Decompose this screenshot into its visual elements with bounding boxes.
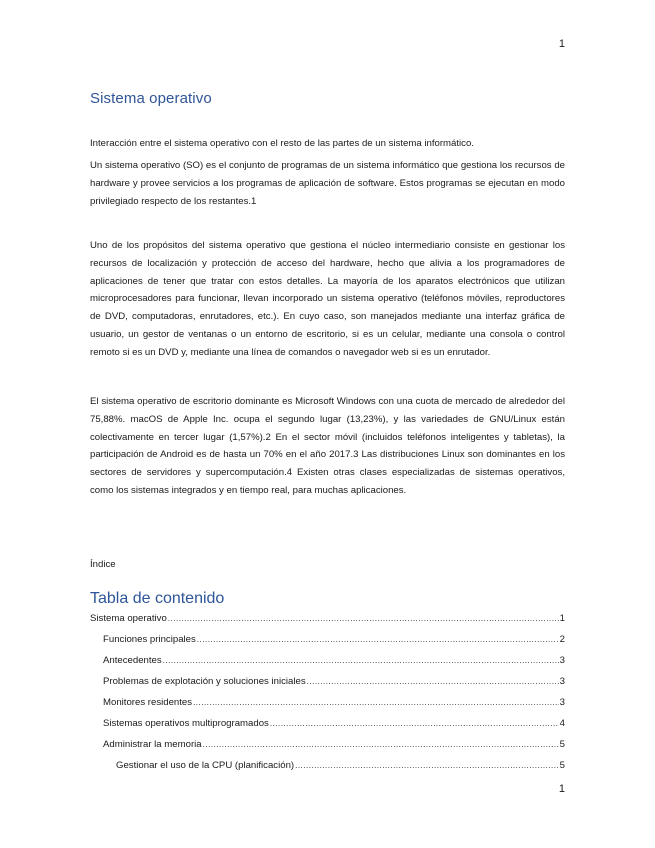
- toc-leader-dots: [270, 716, 559, 732]
- toc-entry-label: Administrar la memoria: [103, 737, 203, 753]
- toc-entry-page: 3: [559, 655, 565, 666]
- toc-leader-dots: [307, 674, 559, 690]
- toc-entry-administrar-memoria[interactable]: [90, 737, 565, 753]
- paragraph-market-share: El sistema operativo de escritorio dominante es Microsoft Windows con una cuota de mercado de alrededor del 75,88%. macOS de Apple Inc. ocupa el segundo lugar (13,23%), y las variedades de GNU/Linux están colectivamente en tercer lugar (1,57%).2 En el sector móvil (incluidos teléfonos inteligentes y tabletas), la participación de Android es de hasta un 70% en el año 2017.3 Las distribuciones Linux son dominantes en los sectores de servidores y supercomputación.4 Existen otras clases especializadas de sistemas operativos, como los sistemas integrados y en tiempo real, para muchas aplicaciones.: [90, 396, 565, 496]
- toc-leader-dots: [203, 737, 559, 753]
- document-title: Sistema operativo: [90, 90, 212, 107]
- toc-leader-dots: [197, 632, 559, 648]
- toc-entry-label: Antecedentes: [103, 653, 163, 669]
- toc-heading: Tabla de contenido: [90, 590, 225, 607]
- toc-entry-sistema-operativo[interactable]: [90, 611, 565, 627]
- toc-entry-gestionar-cpu[interactable]: [90, 758, 565, 774]
- toc-entry-sistemas-multiprogramados[interactable]: [90, 716, 565, 732]
- toc-leader-dots: [163, 653, 559, 669]
- toc-leader-dots: [193, 695, 559, 711]
- toc-entry-page: 1: [559, 613, 565, 624]
- image-caption: Interacción entre el sistema operativo con el resto de las partes de un sistema informático.: [90, 138, 474, 149]
- toc-entry-label: Sistemas operativos multiprogramados: [103, 716, 270, 732]
- toc-entry-page: 4: [559, 718, 565, 729]
- toc-entry-page: 3: [559, 697, 565, 708]
- toc-entry-page: 5: [559, 760, 565, 771]
- toc-entry-page: 2: [559, 634, 565, 645]
- toc-entry-label: Sistema operativo: [90, 611, 168, 627]
- toc-entry-page: 5: [559, 739, 565, 750]
- toc-entry-label: Problemas de explotación y soluciones iniciales: [103, 674, 307, 690]
- page-number-bottom: 1: [558, 783, 565, 795]
- paragraph-intro: Un sistema operativo (SO) es el conjunto de programas de un sistema informático que gestiona los recursos de hardware y provee servicios a los programas de aplicación de software. Estos programas se ejecutan en modo privilegiado respecto de los restantes.1: [90, 160, 565, 207]
- toc-entry-label: Monitores residentes: [103, 695, 193, 711]
- page-number-top: 1: [558, 38, 565, 50]
- indice-label: Índice: [90, 559, 116, 570]
- toc-leader-dots: [295, 758, 559, 774]
- toc-entry-label: Funciones principales: [103, 632, 197, 648]
- toc-entry-problemas-explotacion[interactable]: [90, 674, 565, 690]
- toc-entry-funciones-principales[interactable]: [90, 632, 565, 648]
- toc-entry-monitores-residentes[interactable]: [90, 695, 565, 711]
- toc-entry-page: 3: [559, 676, 565, 687]
- toc-leader-dots: [168, 611, 559, 627]
- toc-entry-label: Gestionar el uso de la CPU (planificación): [116, 758, 295, 774]
- paragraph-purpose: Uno de los propósitos del sistema operativo que gestiona el núcleo intermediario consiste en gestionar los recursos de localización y protección de acceso del hardware, hecho que alivia a los programadores de aplicaciones de tener que tratar con estos detalles. La mayoría de los aparatos electrónicos que utilizan microprocesadores para funcionar, llevan incorporado un sistema operativo (teléfonos móviles, reproductores de DVD, computadoras, enrutadores, etc.). En cuyo caso, son manejados mediante una interfaz gráfica de usuario, un gestor de ventanas o un entorno de escritorio, si es un celular, mediante una consola o control remoto si es un DVD y, mediante una línea de comandos o navegador web si es un enrutador.: [90, 240, 565, 358]
- toc-entry-antecedentes[interactable]: [90, 653, 565, 669]
